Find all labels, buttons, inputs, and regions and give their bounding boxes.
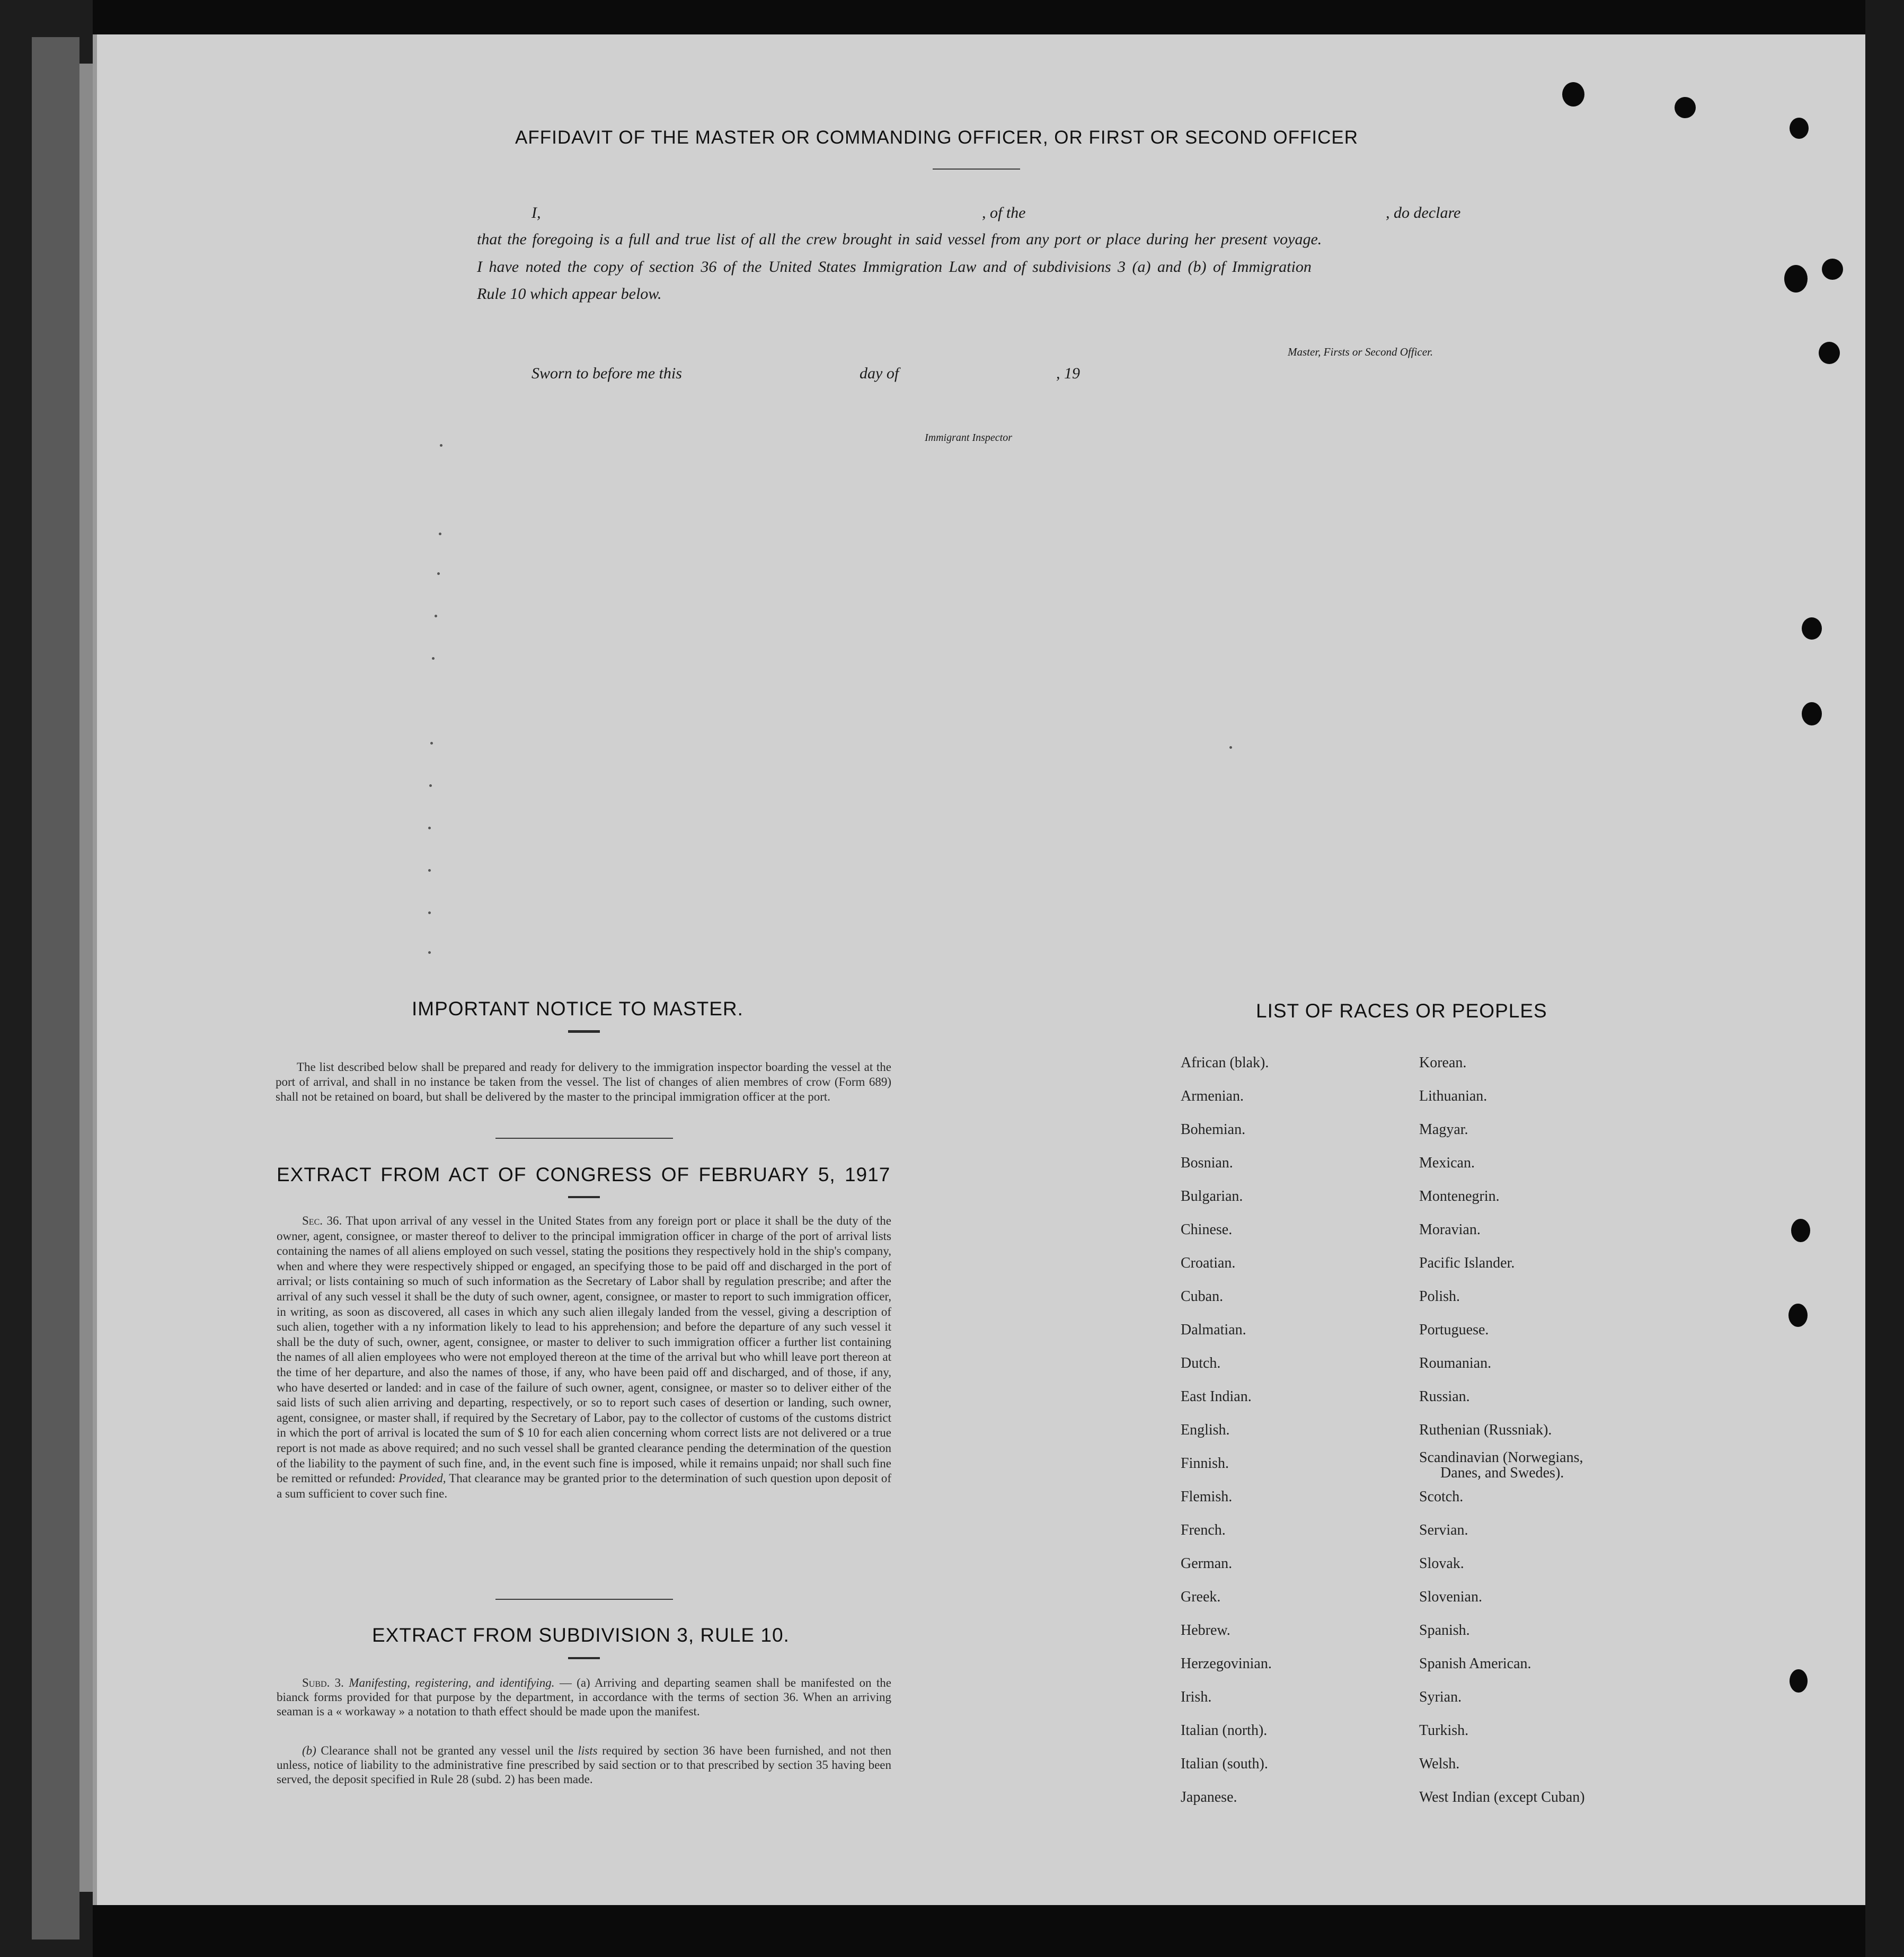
race-item: Bulgarian. [1181, 1188, 1243, 1205]
race-item: Moravian. [1419, 1221, 1481, 1238]
act-text [277, 1214, 891, 1501]
rule10-b-body1: Clearance shall not be granted any vessel unil the [321, 1744, 574, 1757]
master-caption: Master, Firsts or Second Officer. [1288, 346, 1433, 358]
race-item: East Indian. [1181, 1388, 1252, 1405]
race-item: Italian (north). [1181, 1722, 1268, 1739]
rule10-b-lists: lists [578, 1744, 598, 1757]
race-item: German. [1181, 1555, 1233, 1572]
ledger-dot [429, 784, 432, 787]
act-provided: Provided, [398, 1472, 446, 1485]
race-item: Spanish. [1419, 1622, 1470, 1639]
document-page [93, 34, 1870, 1905]
race-item: Irish. [1181, 1689, 1212, 1705]
ledger-dot [435, 615, 437, 617]
race-item: Scandinavian (Norwegians, [1419, 1449, 1583, 1466]
notice-ornament [568, 1030, 600, 1033]
race-item: English. [1181, 1422, 1230, 1438]
race-item: Mexican. [1419, 1155, 1475, 1171]
race-item: Bosnian. [1181, 1155, 1233, 1171]
race-item: Scotch. [1419, 1489, 1464, 1505]
race-item: Italian (south). [1181, 1756, 1268, 1772]
race-item: Pacific Islander. [1419, 1255, 1515, 1271]
race-item: Syrian. [1419, 1689, 1462, 1705]
race-item: Montenegrin. [1419, 1188, 1500, 1205]
punch-hole [1791, 1219, 1810, 1242]
race-item: Finnish. [1181, 1455, 1229, 1472]
ledger-dot [430, 742, 433, 745]
race-item: Portuguese. [1419, 1322, 1489, 1338]
race-item: Welsh. [1419, 1756, 1460, 1772]
ledger-dot [1229, 746, 1232, 749]
race-item: Danes, and Swedes). [1440, 1465, 1564, 1481]
race-item: Roumanian. [1419, 1355, 1492, 1371]
race-item: Dutch. [1181, 1355, 1221, 1371]
ledger-dot [439, 533, 441, 535]
race-item: Flemish. [1181, 1489, 1233, 1505]
inspector-caption: Immigrant Inspector [925, 432, 1012, 444]
act-body: That upon arrival of any vessel in the United States from any foreign port or place it shall be the duty of the owner, agent, consignee, or master thereof to deliver to the principal immigration officer in charge of the port of arrival lists containing the names of all aliens employed on such vessel, stating the positions they respectively hold in the ship's company, when and where they were respectively shipped or engaged, an specifying those to be paid off and discharged in the port of arrival; or lists containing so much of such information as the Secretary of Labor shall by regulation prescribe; and after the arrival of any such vessel it shall be the duty of such owner, agent, consignee, or master to report to such immigration officer, in writing, as soon as discovered, all cases in which any such alien illegaly landed from the vessel, giving a description of such alien, together with a ny information likely to lead to his apprehension; and before the departure of any such vessel it shall be the duty of such, owner, agent, consignee, or master to deliver to such immigration officer a further list containing the names of all alien employees who were not employed thereon at the time of the arrival but who whill leave port thereon at the time of her departure, and also the names of those, if any, who have been paid off and discharged, and of those, if any, who have deserted or landed: and in case of the failure of such owner, agent, consignee, or master so to deliver either of the said lists of such alien arriving and departing, respectively, or so to report such cases of desertion or landing, such owner, agent, consignee, or master shall, if required by the Secretary of Labor, pay to the collector of customs of the customs district in which the port of arrival is located the sum of $ 10 for each alien concerning whom correct lists are not delivered or a true report is not made as above required; and no such vessel shall be granted clearance pending the determination of the question of the liability to the payment of such fine, and, in the event such fine is imposed, while it remains unpaid; nor shall such fine be remitted or refunded: [277, 1214, 891, 1485]
ledger-dot [437, 572, 440, 575]
notice-text: The list described below shall be prepared and ready for delivery to the immigration inspector boarding the vessel at the port of arrival, and shall in no instance be taken from the vessel. The list of changes of alien membres of crow (Form 689) shall not be retained on board, but shall be delivered by the master to the principal immigration officer at the port. [276, 1060, 891, 1103]
race-item: Cuban. [1181, 1288, 1224, 1305]
rule10-b-label: (b) [302, 1744, 316, 1757]
race-item: Hebrew. [1181, 1622, 1230, 1639]
ledger-dot [428, 951, 431, 954]
punch-hole [1784, 265, 1808, 293]
ledger-dot [428, 869, 431, 872]
race-item: Croatian. [1181, 1255, 1236, 1271]
rule10-title: EXTRACT FROM SUBDIVISION 3, RULE 10. [372, 1624, 790, 1646]
race-item: Korean. [1419, 1055, 1467, 1071]
ledger-dot [428, 827, 431, 829]
race-item: Japanese. [1181, 1789, 1237, 1805]
rule10-subd-heading: Manifesting, registering, and identifying. [349, 1676, 555, 1689]
act-rule [495, 1599, 673, 1600]
sworn-text: Sworn to before me this [532, 365, 682, 382]
punch-hole [1802, 702, 1822, 725]
punch-hole [1819, 342, 1840, 364]
notice-rule [495, 1138, 673, 1139]
act-ornament [568, 1196, 600, 1198]
rule10-b-body2: required by section 36 have been furnished, and not then unless, notice of liability to the administrative fine prescribed by said section or to that prescribed by section 35 having been served, the deposit specified in Rule 28 (subd. 2) has been made. [277, 1744, 891, 1786]
race-item: Lithuanian. [1419, 1088, 1487, 1104]
act-title: EXTRACT FROM ACT OF CONGRESS OF FEBRUARY 5, 1917 [277, 1164, 891, 1185]
race-item: Servian. [1419, 1522, 1468, 1538]
act-sec-label: Sec. 36. [302, 1214, 342, 1227]
race-item: Greek. [1181, 1589, 1221, 1605]
race-item: Herzegovinian. [1181, 1655, 1272, 1672]
race-item: Dalmatian. [1181, 1322, 1246, 1338]
races-title: LIST OF RACES OR PEOPLES [1256, 1000, 1547, 1022]
race-item: Slovenian. [1419, 1589, 1482, 1605]
ledger-dot [432, 657, 435, 660]
rule10-ornament [568, 1657, 600, 1659]
affidavit-of-the: , of the [982, 204, 1026, 222]
affidavit-line-4: Rule 10 which appear below. [477, 285, 662, 303]
race-item: French. [1181, 1522, 1226, 1538]
punch-hole [1788, 1304, 1808, 1327]
punch-hole [1790, 118, 1809, 139]
punch-hole [1562, 82, 1584, 107]
punch-hole [1675, 97, 1696, 118]
rule10-subd-label: Subd. 3. [302, 1676, 344, 1689]
ledger-dot [440, 444, 442, 447]
race-item: African (blak). [1181, 1055, 1269, 1071]
race-item: Turkish. [1419, 1722, 1469, 1739]
race-item: Slovak. [1419, 1555, 1464, 1572]
punch-hole [1802, 617, 1822, 640]
rule10-text-a [277, 1676, 891, 1719]
race-item: Spanish American. [1419, 1655, 1531, 1672]
affidavit-line-3: I have noted the copy of section 36 of the United States Immigration Law and of subdivisions 3 (a) and (b) of Immigration [477, 258, 1312, 276]
race-item: Polish. [1419, 1288, 1460, 1305]
race-item: Chinese. [1181, 1221, 1233, 1238]
year-text: , 19 [1056, 365, 1080, 382]
day-of-text: day of [860, 365, 899, 382]
ledger-dot [428, 911, 431, 914]
race-item: Russian. [1419, 1388, 1470, 1405]
rule10-a-body: — (a) Arriving and departing seamen shall be manifested on the bianck forms provided for that purpose by the department, in accordance with the terms of section 36. When an arriving seaman is a « workaway » a notation to thath effect should be made upon the manifest. [277, 1676, 892, 1718]
punch-hole [1790, 1669, 1808, 1693]
race-item: West Indian (except Cuban) [1419, 1789, 1585, 1805]
affidavit-title-rule [933, 169, 1020, 170]
race-item: Magyar. [1419, 1121, 1468, 1138]
race-item: Armenian. [1181, 1088, 1244, 1104]
race-item: Ruthenian (Russniak). [1419, 1422, 1552, 1438]
affidavit-title: AFFIDAVIT OF THE MASTER OR COMMANDING OFFICER, OR FIRST OR SECOND OFFICER [515, 127, 1359, 148]
rule10-text-b [277, 1743, 891, 1786]
right-scan-border [1865, 0, 1904, 1957]
notice-title: IMPORTANT NOTICE TO MASTER. [412, 998, 743, 1020]
affidavit-line-2: that the foregoing is a full and true list of all the crew brought in said vessel from any port or place during her present voyage. [477, 231, 1322, 248]
act-body-end: That clearance may be granted prior to the determination of such question upon deposit of a sum sufficient to cover such fine. [277, 1472, 891, 1500]
race-item: Bohemian. [1181, 1121, 1246, 1138]
affidavit-do-declare: , do declare [1386, 204, 1461, 222]
binder-edge [32, 37, 79, 1940]
affidavit-i: I, [532, 204, 541, 222]
punch-hole [1822, 259, 1843, 280]
